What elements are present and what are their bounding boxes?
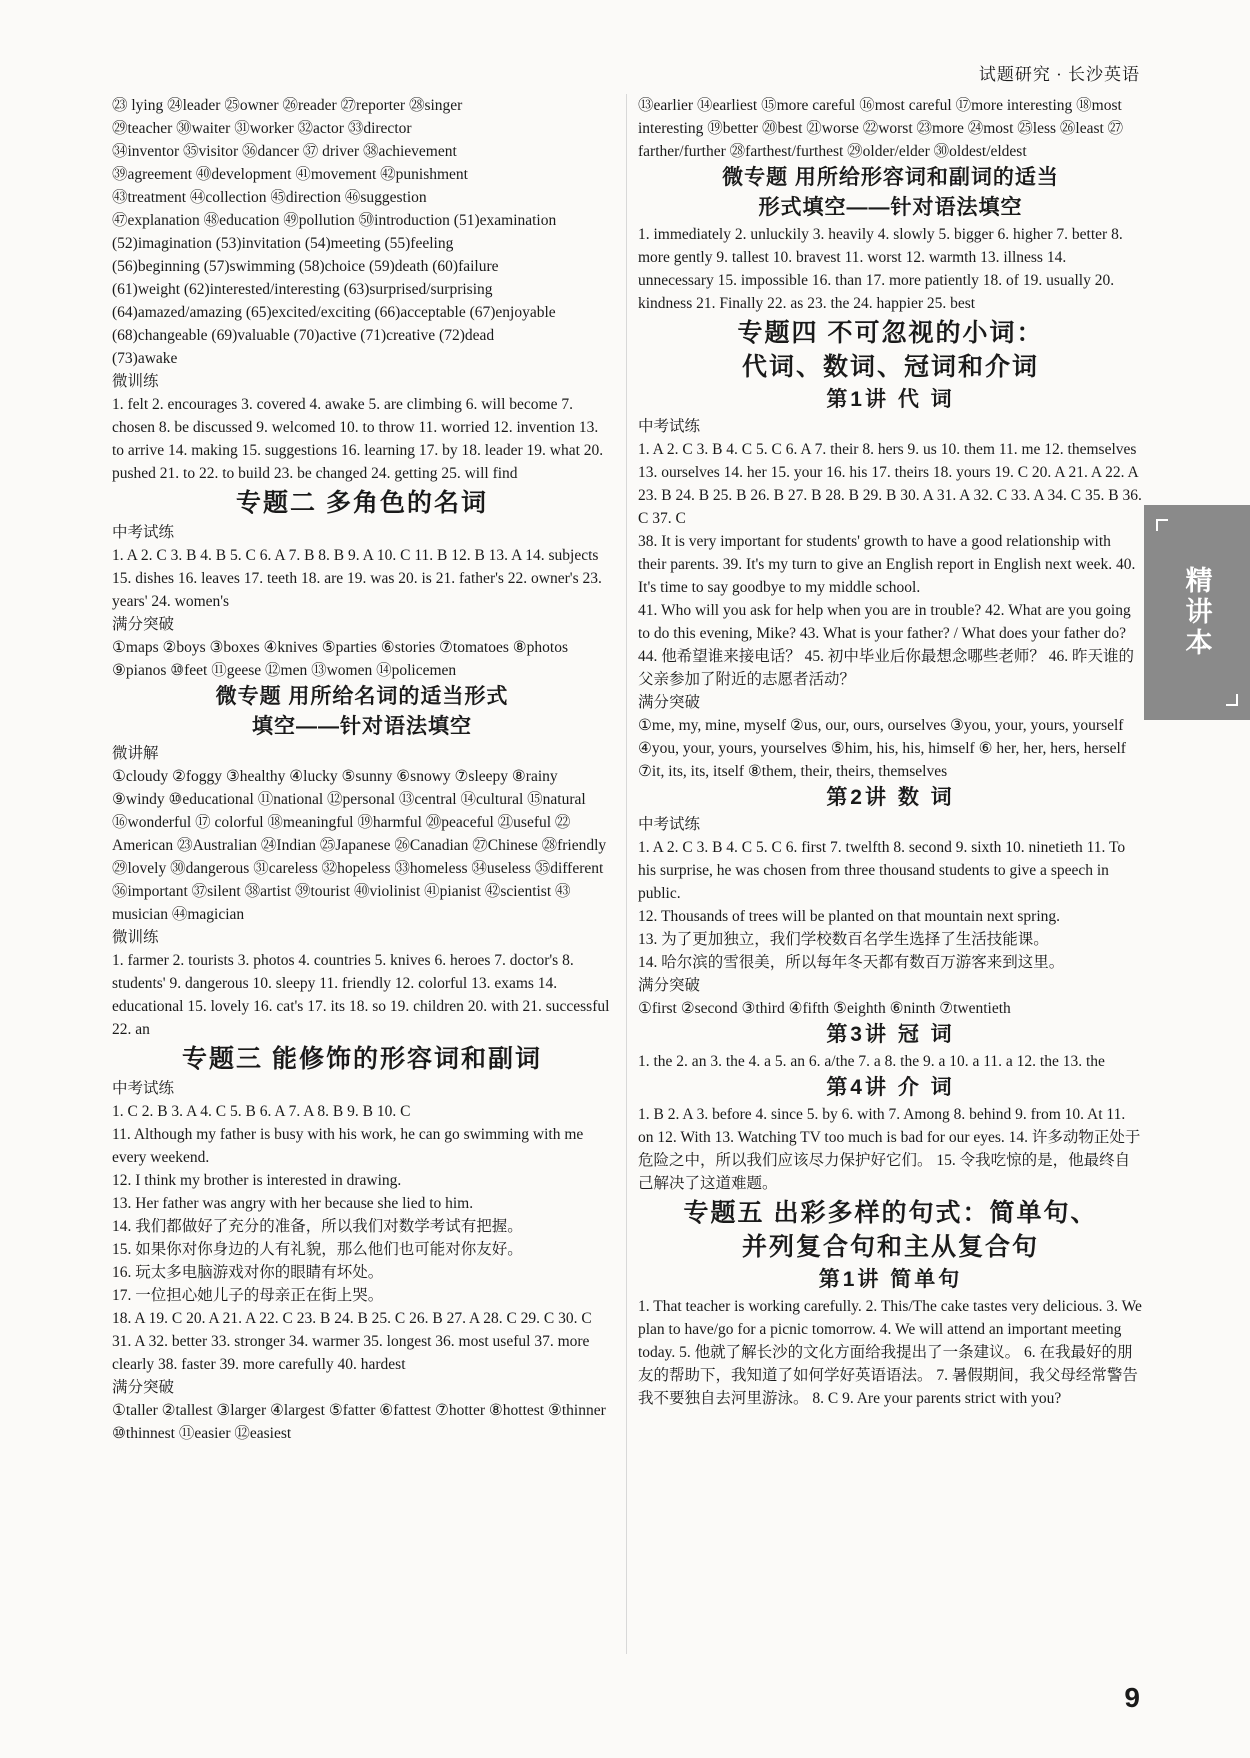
section-label: 微训练	[112, 929, 159, 946]
page-header: 试题研究 · 长沙英语	[978, 65, 1140, 84]
section-label: 中考试练	[112, 1080, 175, 1097]
answer-text: (64)amazed/amazing (65)excited/exciting (66)acceptable (67)enjoyable	[112, 304, 556, 321]
answer-text: (73)awake	[112, 350, 178, 367]
section-label: 满分突破	[112, 616, 175, 633]
answer-text: 41. Who will you ask for help when you are in trouble? 42. What are you going to do this evening, Mike? 43. What is your father? / What does your father do? 44. 他希望谁来接电话？ 45. 初中毕业后你最想念哪些老师？ 46. 昨天谁的父亲参加了附近的志愿者活动？	[638, 602, 1135, 688]
answer-text: 18. A 19. C 20. A 21. A 22. C 23. B 24. B 25. C 26. B 27. A 28. C 29. C 30. C 31. A 32. better 33. stronger 34. warmer 35. longest 36. most useful 37. more clearly 38. faster 39. more carefully 40. hardest	[112, 1310, 592, 1373]
lesson-heading: 第1讲 简单句	[818, 1268, 963, 1291]
side-tab-label: 精讲本	[1181, 566, 1212, 659]
answer-text: 38. It is very important for students' growth to have a good relationship with their parents. 39. It's my turn to give an English report in English next week. 40. It's time to say goodbye to my middle school.	[638, 533, 1136, 596]
answer-text: 1. A 2. C 3. B 4. B 5. C 6. A 7. B 8. B 9. A 10. C 11. B 12. B 13. A 14. subjects 15. dishes 16. leaves 17. teeth 18. are 19. was 20. is 21. father's 22. owner's 23. years' 24. women's	[112, 547, 602, 610]
section-label: 微训练	[112, 373, 159, 390]
answer-text: 13. Her father was angry with her because she lied to him.	[112, 1195, 474, 1212]
section-heading: 并列复合句和主从复合句	[741, 1233, 1039, 1261]
answer-text: ⑬earlier ⑭earliest ⑮more careful ⑯most careful ⑰more interesting ⑱most interesting ⑲better ⑳best ㉑worse ㉒worst ㉓more ㉔most ㉕less ㉖least ㉗farther/further ㉘farthest/furthest ㉙older/elder ㉚oldest/eldest	[638, 97, 1124, 160]
section-heading: 专题三 能修饰的形容词和副词	[182, 1045, 542, 1073]
page-number: 9	[1124, 1682, 1140, 1713]
answer-text: ①maps ②boys ③boxes ④knives ⑤parties ⑥stories ⑦tomatoes ⑧photos ⑨pianos ⑩feet ⑪geese ⑫men ⑬women ⑭policemen	[112, 639, 569, 679]
lesson-heading: 第2讲 数 词	[826, 786, 955, 809]
section-label: 满分突破	[638, 977, 701, 994]
subsection-heading: 微专题 用所给形容词和副词的适当	[722, 166, 1059, 189]
answer-text: (56)beginning (57)swimming (58)choice (59)death (60)failure	[112, 258, 499, 275]
answer-text: ①cloudy ②foggy ③healthy ④lucky ⑤sunny ⑥snowy ⑦sleepy ⑧rainy ⑨windy ⑩educational ⑪national ⑫personal ⑬central ⑭cultural ⑮natural ⑯wonderful ⑰ colorful ⑱meaningful ⑲harmful ⑳peaceful ㉑useful ㉒American ㉓Australian ㉔Indian ㉕Japanese ㉖Canadian ㉗Chinese ㉘friendly ㉙lovely ㉚dangerous ㉛careless ㉜hopeless ㉝homeless ㉞useless ㉟different ㊱important ㊲silent ㊳artist ㊴tourist ㊵violinist ㊶pianist ㊷scientist ㊸musician ㊹magician	[112, 768, 607, 923]
answer-text: 12. Thousands of trees will be planted on that mountain next spring.	[638, 908, 1061, 925]
section-label: 微讲解	[112, 745, 159, 762]
section-heading: 代词、数词、冠词和介词	[741, 353, 1039, 381]
answer-text: ㊴agreement ㊵development ㊶movement ㊷punishment	[112, 166, 468, 183]
answer-text: ①taller ②tallest ③larger ④largest ⑤fatter ⑥fattest ⑦hotter ⑧hottest ⑨thinner ⑩thinnest ⑪easier ⑫easiest	[112, 1402, 606, 1442]
left-column	[112, 94, 612, 1445]
answer-text: 16. 玩太多电脑游戏对你的眼睛有坏处。	[112, 1264, 384, 1281]
answer-text: 11. Although my father is busy with his work, he can go swimming with me every weekend.	[112, 1126, 584, 1166]
section-heading: 专题四 不可忽视的小词：	[737, 319, 1044, 347]
lesson-heading: 第4讲 介 词	[826, 1076, 955, 1099]
answer-text: ㉞inventor ㉟visitor ㊱dancer ㊲ driver ㊳achievement	[112, 143, 457, 160]
subsection-heading: 微专题 用所给名词的适当形式	[215, 685, 509, 708]
answer-text: ①first ②second ③third ④fifth ⑤eighth ⑥ninth ⑦twentieth	[638, 1000, 1011, 1017]
answer-text: ㊼explanation ㊽education ㊾pollution ㊿introduction (51)examination (52)imagination (53)invitation (54)meeting (55)feeling	[112, 212, 557, 252]
answer-text: ㉙teacher ㉚waiter ㉛worker ㉜actor ㉝director	[112, 120, 412, 137]
tab-corner-mark	[1226, 694, 1238, 706]
answer-text: 1. farmer 2. tourists 3. photos 4. countries 5. knives 6. heroes 7. doctor's 8. students' 9. dangerous 10. sleepy 11. friendly 12. colorful 13. exams 14. educational 15. lovely 16. cat's 17. its 18. so 19. children 20. with 21. successful 22. an	[112, 952, 610, 1038]
answer-text: 14. 我们都做好了充分的准备，所以我们对数学考试有把握。	[112, 1218, 523, 1235]
answer-text: 13. 为了更加独立，我们学校数百名学生选择了生活技能课。	[638, 931, 1049, 948]
answer-text: 12. I think my brother is interested in drawing.	[112, 1172, 402, 1189]
right-column	[638, 94, 1143, 1410]
answer-text: 1. the 2. an 3. the 4. a 5. an 6. a/the 7. a 8. the 9. a 10. a 11. a 12. the 13. the	[638, 1053, 1105, 1070]
lesson-heading: 第3讲 冠 词	[826, 1023, 955, 1046]
tab-corner-mark	[1156, 519, 1168, 531]
answer-text: ㉓ lying ㉔leader ㉕owner ㉖reader ㉗reporter ㉘singer	[112, 97, 463, 114]
subsection-heading: 形式填空——针对语法填空	[758, 196, 1023, 219]
section-label: 满分突破	[638, 694, 701, 711]
answer-text: (68)changeable (69)valuable (70)active (71)creative (72)dead	[112, 327, 495, 344]
section-label: 中考试练	[638, 816, 701, 833]
lesson-heading: 第1讲 代 词	[826, 388, 955, 411]
answer-text: (61)weight (62)interested/interesting (63)surprised/surprising	[112, 281, 493, 298]
side-tab	[1144, 505, 1250, 720]
subsection-heading: 填空——针对语法填空	[252, 715, 472, 738]
answer-text: ㊸treatment ㊹collection ㊺direction ㊻suggestion	[112, 189, 427, 206]
section-label: 中考试练	[112, 524, 175, 541]
section-heading: 专题五 出彩多样的句式：简单句、	[683, 1199, 1098, 1227]
answer-text: 1. felt 2. encourages 3. covered 4. awake 5. are climbing 6. will become 7. chosen 8. be discussed 9. welcomed 10. to throw 11. worried 12. invention 13. to arrive 14. making 15. suggestions 16. learning 17. by 18. leader 19. what 20. pushed 21. to 22. to build 23. be changed 24. getting 25. will find	[112, 396, 604, 482]
column-divider	[626, 94, 627, 1654]
section-label: 满分突破	[112, 1379, 175, 1396]
answer-text: 1. A 2. C 3. B 4. C 5. C 6. A 7. their 8. hers 9. us 10. them 11. me 12. themselves 13. ourselves 14. her 15. your 16. his 17. theirs 18. yours 19. C 20. A 21. A 22. A 23. B 24. B 25. B 26. B 27. B 28. B 29. B 30. A 31. A 32. C 33. A 34. C 35. B 36. C 37. C	[638, 441, 1142, 527]
answer-text: 1. B 2. A 3. before 4. since 5. by 6. with 7. Among 8. behind 9. from 10. At 11. on 12. With 13. Watching TV too much is bad for our eyes. 14. 许多动物正处于危险之中，所以我们应该尽力保护好它们。 15. 令我吃惊的是，他最终自己解决了这道难题。	[638, 1106, 1141, 1192]
answer-text: 15. 如果你对你身边的人有礼貌，那么他们也可能对你友好。	[112, 1241, 523, 1258]
section-heading: 专题二 多角色的名词	[236, 489, 488, 517]
answer-text: 1. immediately 2. unluckily 3. heavily 4. slowly 5. bigger 6. higher 7. better 8. more gently 9. tallest 10. bravest 11. worst 12. warmth 13. illness 14. unnecessary 15. impossible 16. than 17. more patiently 18. of 19. usually 20. kindness 21. Finally 22. as 23. the 24. happier 25. best	[638, 226, 1123, 312]
answer-text: ①me, my, mine, myself ②us, our, ours, ourselves ③you, your, yours, yourself ④you, your, yours, yourselves ⑤him, his, his, himself ⑥ her, her, hers, herself ⑦it, its, its, itself ⑧them, their, theirs, themselves	[638, 717, 1126, 780]
answer-text: 14. 哈尔滨的雪很美，所以每年冬天都有数百万游客来到这里。	[638, 954, 1065, 971]
answer-text: 1. C 2. B 3. A 4. C 5. B 6. A 7. A 8. B 9. B 10. C	[112, 1103, 411, 1120]
answer-text: 17. 一位担心她儿子的母亲正在街上哭。	[112, 1287, 384, 1304]
section-label: 中考试练	[638, 418, 701, 435]
answer-text: 1. A 2. C 3. B 4. C 5. C 6. first 7. twelfth 8. second 9. sixth 10. ninetieth 11. To his surprise, he was chosen from three thousand students to give a speech in public.	[638, 839, 1126, 902]
answer-text: 1. That teacher is working carefully. 2. This/The cake tastes very delicious. 3. We plan to have/go for a picnic tomorrow. 4. We will attend an important meeting today. 5. 他就了解长沙的文化方面给我提出了一条建议。 6. 在我最好的朋友的帮助下，我知道了如何学好英语语法。 7. 暑假期间，我父母经常警告我不要独自去河里游泳。 8. C 9. Are your parents strict with you?	[638, 1298, 1142, 1407]
